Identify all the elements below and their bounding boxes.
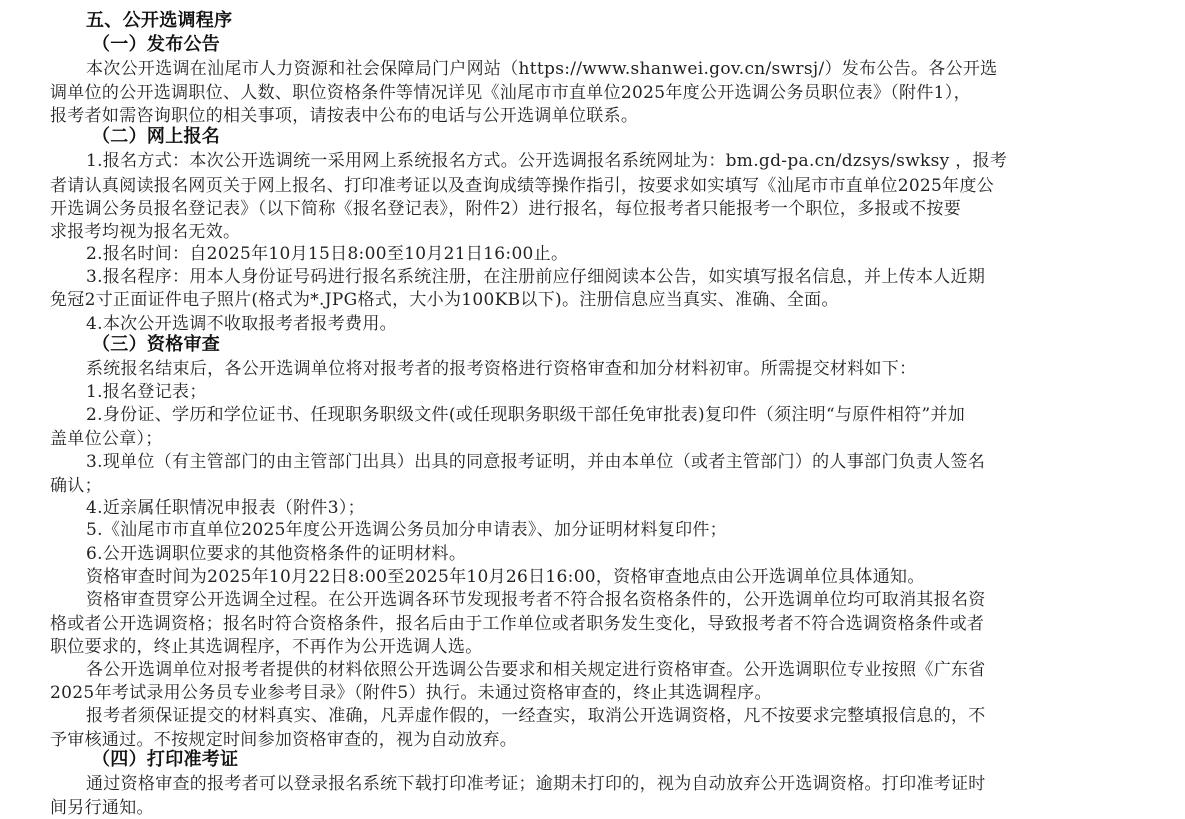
paragraph-line: 报考者须保证提交的材料真实、准确，凡弄虚作假的，一经查实，取消公开选调资格，凡不按要求完整填报信息的，不 (86, 706, 986, 726)
paragraph-line: 2.身份证、学历和学位证书、任现职务职级文件(或任现职务职级干部任免审批表)复印件（须注明“与原件相符”并加 (86, 405, 966, 425)
subsection-heading: （三）资格审查 (92, 334, 221, 355)
paragraph-line: 3.报名程序：用本人身份证号码进行报名系统注册，在注册前应仔细阅读本公告，如实填写报名信息，并上传本人近期 (86, 267, 986, 287)
paragraph-line: 4.本次公开选调不收取报考者报考费用。 (86, 314, 397, 334)
paragraph-line: 通过资格审查的报考者可以登录报名系统下载打印准考证；逾期未打印的，视为自动放弃公开选调资格。打印准考证时 (86, 774, 986, 794)
paragraph-line: 1.报名方式：本次公开选调统一采用网上系统报名方式。公开选调报名系统网址为：bm.gd-pa.cn/dzsys/swksy ，报考 (86, 151, 1008, 171)
paragraph-line: 职位要求的，终止其选调程序，不再作为公开选调人选。 (50, 637, 483, 657)
paragraph-line: 2.报名时间：自2025年10月15日8:00至10月21日16:00止。 (86, 244, 569, 264)
paragraph-line: 求报考均视为报名无效。 (50, 222, 241, 242)
paragraph-line: 5.《汕尾市市直单位2025年度公开选调公务员加分申请表》、加分证明材料复印件； (86, 520, 727, 540)
paragraph-line: 资格审查贯穿公开选调全过程。在公开选调各环节发现报考者不符合报名资格条件的，公开选调单位均可取消其报名资 (86, 590, 986, 610)
subsection-heading: （一）发布公告 (92, 34, 221, 55)
subsection-heading: （二）网上报名 (92, 126, 221, 147)
paragraph-line: 格或者公开选调资格；报名时符合资格条件，报名后由于工作单位或者职务发生变化，导致报考者不符合选调资格条件或者 (50, 614, 985, 634)
paragraph-line: 各公开选调单位对报考者提供的材料依照公开选调公告要求和相关规定进行资格审查。公开选调职位专业按照《广东省 (86, 660, 986, 680)
paragraph-line: 资格审查时间为2025年10月22日8:00至2025年10月26日16:00，资格审查地点由公开选调单位具体通知。 (86, 567, 925, 587)
paragraph-line: 系统报名结束后，各公开选调单位将对报考者的报考资格进行资格审查和加分材料初审。所需提交材料如下： (86, 359, 917, 379)
paragraph-line: 免冠2寸正面证件电子照片(格式为*.JPG格式，大小为100KB以下)。注册信息应当真实、准确、全面。 (50, 290, 839, 310)
paragraph-line: 2025年考试录用公务员专业参考目录》（附件5）执行。未通过资格审查的，终止其选调程序。 (50, 683, 772, 703)
paragraph-line: 者请认真阅读报名网页关于网上报名、打印准考证以及查询成绩等操作指引，按要求如实填写《汕尾市市直单位2025年度公 (50, 176, 995, 196)
paragraph-line: 6.公开选调职位要求的其他资格条件的证明材料。 (86, 544, 467, 564)
paragraph-line: 4.近亲属任职情况申报表（附件3）； (86, 498, 365, 518)
paragraph-line: 确认； (50, 476, 102, 496)
paragraph-line: 3.现单位（有主管部门的由主管部门出具）出具的同意报考证明，并由本单位（或者主管部门）的人事部门负责人签名 (86, 452, 986, 472)
paragraph-line: 开选调公务员报名登记表》（以下简称《报名登记表》，附件2）进行报名，每位报考者只能报考一个职位，多报或不按要 (50, 199, 962, 219)
paragraph-line: 报考者如需咨询职位的相关事项，请按表中公布的电话与公开选调单位联系。 (50, 106, 639, 126)
subsection-heading: （四）打印准考证 (92, 749, 239, 770)
paragraph-line: 本次公开选调在汕尾市人力资源和社会保障局门户网站（https://www.shanwei.gov.cn/swrsj/）发布公告。各公开选 (86, 59, 998, 79)
previous-text-fragment (40, 0, 640, 2)
section-title: 五、公开选调程序 (86, 10, 233, 31)
paragraph-line: 调单位的公开选调职位、人数、职位资格条件等情况详见《汕尾市市直单位2025年度公开选调公务员职位表》（附件1）， (50, 83, 971, 103)
paragraph-line: 间另行通知。 (50, 798, 154, 818)
paragraph-line: 盖单位公章）； (50, 429, 163, 449)
paragraph-line: 予审核通过。不按规定时间参加资格审查的，视为自动放弃。 (50, 730, 518, 750)
paragraph-line: 1.报名登记表； (86, 382, 207, 402)
